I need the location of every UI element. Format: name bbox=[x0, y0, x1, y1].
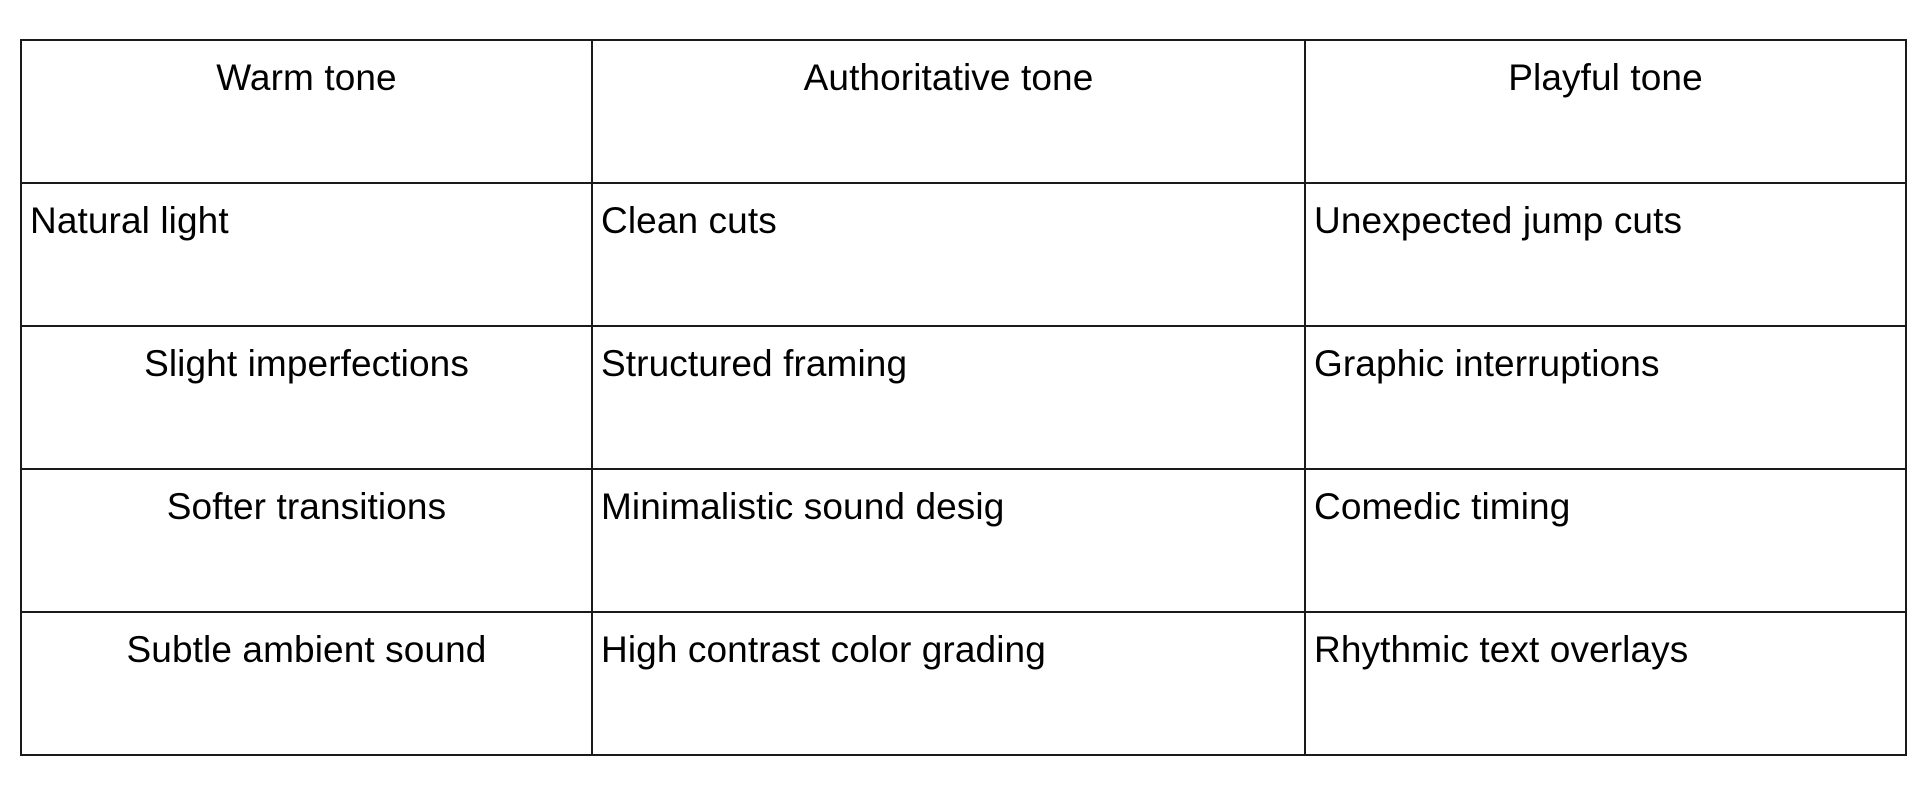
table-cell-warm bbox=[21, 469, 592, 612]
table-row bbox=[21, 326, 1906, 469]
table-cell-text: Comedic timing bbox=[1314, 486, 1571, 527]
table-row bbox=[21, 469, 1906, 612]
table-header-label: Authoritative tone bbox=[803, 57, 1094, 98]
table-cell-playful bbox=[1305, 612, 1906, 755]
table-header-cell-playful-tone bbox=[1305, 40, 1906, 183]
table-cell-text: Natural light bbox=[30, 200, 229, 241]
table-cell-text: High contrast color grading bbox=[601, 629, 1046, 670]
table-cell-text: Minimalistic sound desig bbox=[601, 486, 1005, 527]
table-cell-text: Softer transitions bbox=[166, 486, 447, 527]
table-header-cell-warm-tone bbox=[21, 40, 592, 183]
table-row bbox=[21, 183, 1906, 326]
table-cell-playful bbox=[1305, 469, 1906, 612]
table-cell-playful bbox=[1305, 183, 1906, 326]
table-cell-text: Rhythmic text overlays bbox=[1314, 629, 1689, 670]
table-cell-authoritative bbox=[592, 612, 1305, 755]
table-header-row bbox=[21, 40, 1906, 183]
table-cell-text: Clean cuts bbox=[601, 200, 777, 241]
table-cell-text: Slight imperfections bbox=[144, 343, 469, 384]
table-row bbox=[21, 612, 1906, 755]
table-cell-text: Subtle ambient sound bbox=[126, 629, 487, 670]
table-cell-text: Graphic interruptions bbox=[1314, 343, 1660, 384]
table-cell-authoritative bbox=[592, 326, 1305, 469]
table-header-label: Warm tone bbox=[216, 57, 397, 98]
table-cell-authoritative bbox=[592, 183, 1305, 326]
table-cell-warm bbox=[21, 326, 592, 469]
table-cell-authoritative bbox=[592, 469, 1305, 612]
table-cell-text: Unexpected jump cuts bbox=[1314, 200, 1683, 241]
table-cell-text: Structured framing bbox=[601, 343, 908, 384]
table-cell-warm bbox=[21, 612, 592, 755]
tone-comparison-table-wrapper bbox=[20, 39, 1905, 756]
table-cell-warm bbox=[21, 183, 592, 326]
table-cell-playful bbox=[1305, 326, 1906, 469]
table-header-label: Playful tone bbox=[1508, 57, 1703, 98]
table-header-cell-authoritative-tone bbox=[592, 40, 1305, 183]
tone-comparison-table bbox=[20, 39, 1907, 756]
